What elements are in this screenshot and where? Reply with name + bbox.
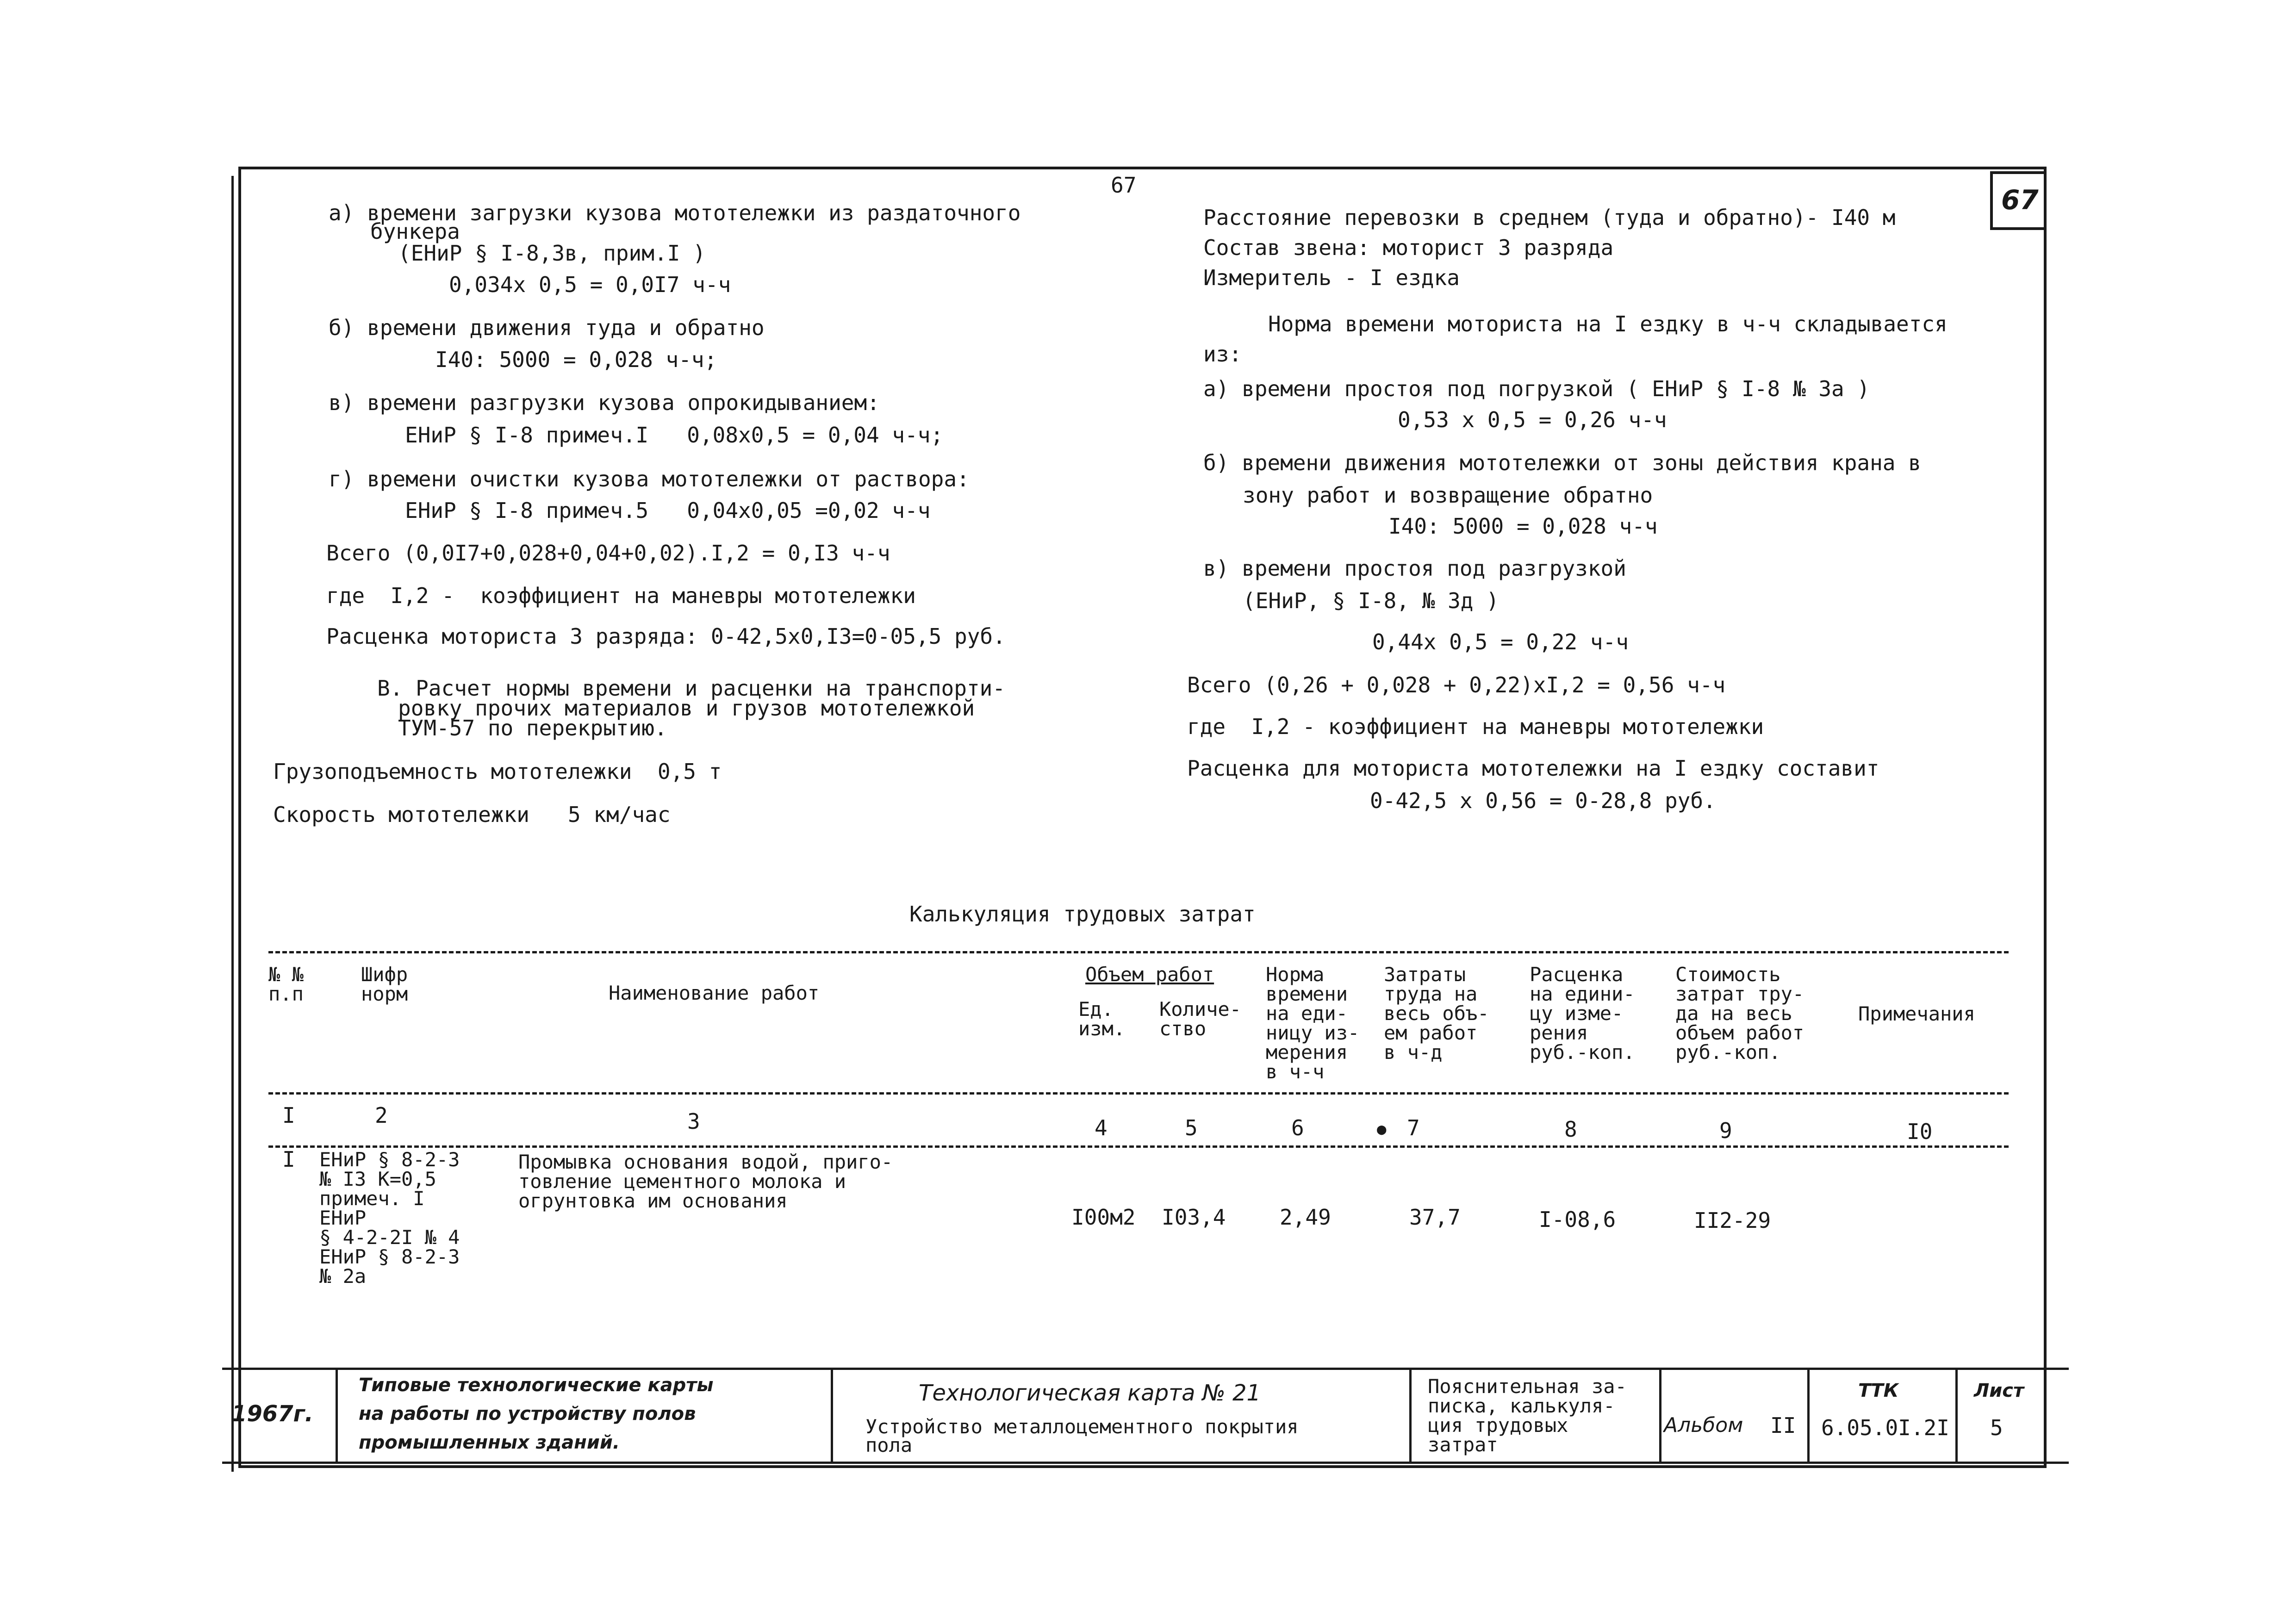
header-cost-4: объем работ bbox=[1675, 1021, 1804, 1044]
header-code-1: Шифр bbox=[361, 963, 408, 986]
colnum-9: 9 bbox=[1719, 1118, 1732, 1143]
capacity: Грузоподъемность мототележки 0,5 т bbox=[273, 759, 722, 784]
header-norm-2: времени bbox=[1266, 983, 1348, 1005]
colnum-6: 6 bbox=[1291, 1115, 1304, 1140]
header-cost-3: да на весь bbox=[1675, 1002, 1792, 1025]
left-a-calc: 0,034х 0,5 = 0,0I7 ч-ч bbox=[449, 272, 731, 297]
stamp-sheet-no: 5 bbox=[1990, 1415, 2003, 1440]
header-unit-2: изм. bbox=[1078, 1017, 1126, 1040]
stamp-div-5 bbox=[1807, 1368, 1810, 1462]
colnum-1: I bbox=[282, 1103, 295, 1128]
stamp-div-1 bbox=[336, 1368, 338, 1462]
colnum-10: I0 bbox=[1907, 1119, 1933, 1144]
header-cost-5: руб.-коп. bbox=[1675, 1041, 1781, 1064]
row-labor: 37,7 bbox=[1409, 1205, 1461, 1230]
speed: Скорость мототележки 5 км/час bbox=[273, 802, 671, 827]
header-notes: Примечания bbox=[1858, 1002, 1975, 1025]
header-labor-5: в ч-д bbox=[1384, 1041, 1443, 1064]
header-norm-4: ницу из- bbox=[1266, 1021, 1360, 1044]
row-name-3: огрунтовка им основания bbox=[518, 1189, 788, 1212]
sheet-mark-box bbox=[1990, 171, 2047, 230]
header-labor-4: ем работ bbox=[1384, 1021, 1478, 1044]
header-unit-1: Ед. bbox=[1078, 998, 1114, 1020]
right-b-line1: б) времени движения мототележки от зоны действия крана в bbox=[1203, 450, 1921, 475]
section-v-line1: В. Расчет нормы времени и расценки на транспорти- bbox=[377, 676, 1006, 701]
right-norm-intro1: Норма времени моториста на I ездку в ч-ч складывается bbox=[1268, 311, 1948, 336]
right-total: Всего (0,26 + 0,028 + 0,22)хI,2 = 0,56 ч-ч bbox=[1187, 672, 1726, 697]
section-v-line3: ТУМ-57 по перекрытию. bbox=[398, 716, 667, 740]
colnum-7: 7 bbox=[1407, 1115, 1420, 1140]
left-total: Всего (0,0I7+0,028+0,04+0,02).I,2 = 0,I3 ч-ч bbox=[326, 541, 890, 566]
right-v-line1: в) времени простоя под разгрузкой bbox=[1203, 556, 1626, 581]
row-name-2: товление цементного молока и bbox=[518, 1170, 846, 1193]
header-qty-2: ство bbox=[1159, 1017, 1207, 1040]
stamp-year: 1967г. bbox=[231, 1401, 313, 1427]
left-v-calc: ЕНиР § I-8 примеч.I 0,08х0,5 = 0,04 ч-ч; bbox=[405, 423, 944, 448]
header-volume: Объем работ bbox=[1085, 963, 1214, 986]
header-norm-5: мерения bbox=[1266, 1041, 1348, 1064]
header-qty-1: Количе- bbox=[1159, 998, 1242, 1020]
right-a-calc: 0,53 х 0,5 = 0,26 ч-ч bbox=[1398, 407, 1667, 432]
right-where: где I,2 - коэффициент на маневры мототележки bbox=[1187, 714, 1764, 739]
right-b-calc: I40: 5000 = 0,028 ч-ч bbox=[1388, 514, 1658, 539]
left-a-line2: бункера bbox=[370, 219, 460, 244]
row-unit: I00м2 bbox=[1071, 1205, 1136, 1230]
header-norm-6: в ч-ч bbox=[1266, 1060, 1325, 1083]
row-norm: 2,49 bbox=[1280, 1205, 1331, 1230]
table-colnum-rule bbox=[268, 1145, 2009, 1148]
left-g-line1: г) времени очистки кузова мототележки от раствора: bbox=[329, 467, 970, 492]
section-v-line2: ровку прочих материалов и грузов мототележкой bbox=[398, 696, 975, 721]
right-norm-intro2: из: bbox=[1203, 342, 1242, 367]
header-num-2: п.п bbox=[268, 983, 304, 1005]
stamp-card-subject-1: Устройство металлоцементного покрытия bbox=[865, 1415, 1299, 1438]
colnum-3: 3 bbox=[687, 1109, 700, 1134]
header-code-2: норм bbox=[361, 983, 408, 1005]
stamp-doc-type-1: Пояснительная за- bbox=[1428, 1375, 1627, 1398]
left-b-line1: б) времени движения туда и обратно bbox=[329, 315, 765, 340]
header-price-1: Расценка bbox=[1530, 963, 1624, 986]
right-b-line2: зону работ и возвращение обратно bbox=[1243, 483, 1653, 508]
row-price: I-08,6 bbox=[1539, 1207, 1616, 1232]
left-v-line1: в) времени разгрузки кузова опрокидыванием: bbox=[329, 390, 880, 415]
sheet-mark: 67 bbox=[2001, 184, 2039, 216]
stamp-doc-type-3: ция трудовых bbox=[1428, 1414, 1568, 1437]
left-a-line1: а) времени загрузки кузова мототележки из раздаточного bbox=[329, 200, 1021, 225]
stamp-bottom-line bbox=[222, 1462, 2069, 1464]
stamp-card-subject-2: пола bbox=[865, 1434, 913, 1456]
stamp-series-2: на работы по устройству полов bbox=[359, 1403, 696, 1425]
row-code-7: № 2а bbox=[319, 1265, 367, 1288]
header-price-5: руб.-коп. bbox=[1530, 1041, 1635, 1064]
stamp-sheet-label: Лист bbox=[1974, 1380, 2024, 1401]
right-v-ref: (ЕНиР, § I-8, № 3д ) bbox=[1243, 588, 1499, 613]
right-distance: Расстояние перевозки в среднем (туда и обратно)- I40 м bbox=[1203, 205, 1896, 230]
header-norm-1: Норма bbox=[1266, 963, 1325, 986]
table-header-rule bbox=[268, 1092, 2009, 1095]
stamp-div-3 bbox=[1409, 1368, 1412, 1462]
stamp-album-label: Альбом bbox=[1664, 1413, 1743, 1437]
page-number: 67 bbox=[1111, 173, 1137, 198]
row-name-1: Промывка основания водой, приго- bbox=[518, 1151, 893, 1173]
row-code-6: ЕНиР § 8-2-3 bbox=[319, 1245, 460, 1268]
header-price-4: рения bbox=[1530, 1021, 1588, 1044]
stamp-series-1: Типовые технологические карты bbox=[359, 1375, 714, 1396]
header-cost-2: затрат тру- bbox=[1675, 983, 1804, 1005]
right-crew: Состав звена: моторист 3 разряда bbox=[1203, 235, 1614, 260]
stamp-card-title: Технологическая карта № 21 bbox=[919, 1380, 1261, 1406]
row-code-1: ЕНиР § 8-2-3 bbox=[319, 1148, 460, 1171]
colnum-2: 2 bbox=[375, 1103, 388, 1128]
header-norm-3: на еди- bbox=[1266, 1002, 1348, 1025]
stamp-div-2 bbox=[831, 1368, 833, 1462]
colnum-4: 4 bbox=[1095, 1115, 1108, 1140]
row-cost: II2-29 bbox=[1694, 1208, 1771, 1233]
stamp-code: 6.05.0I.2I bbox=[1821, 1415, 1949, 1440]
left-g-calc: ЕНиР § I-8 примеч.5 0,04х0,05 =0,02 ч-ч bbox=[405, 498, 931, 523]
left-a-ref: (ЕНиР § I-8,Зв, прим.I ) bbox=[398, 241, 706, 266]
table-caption: Калькуляция трудовых затрат bbox=[909, 902, 1256, 927]
header-name: Наименование работ bbox=[609, 982, 820, 1004]
right-rate-line2: 0-42,5 х 0,56 = 0-28,8 руб. bbox=[1370, 788, 1716, 813]
stamp-doc-type-2: писка, калькуля- bbox=[1428, 1394, 1615, 1417]
right-rate-line1: Расценка для моториста мототележки на I ездку составит bbox=[1187, 756, 1879, 781]
stamp-doc-type-4: затрат bbox=[1428, 1433, 1498, 1456]
right-a-line1: а) времени простоя под погрузкой ( ЕНиР § I-8 № 3а ) bbox=[1203, 376, 1870, 401]
left-rate: Расценка моториста 3 разряда: 0-42,5х0,I3=0-05,5 руб. bbox=[326, 624, 1006, 649]
row-qty: I03,4 bbox=[1162, 1205, 1226, 1230]
stamp-top-line bbox=[222, 1368, 2069, 1370]
row-code-4: ЕНиР bbox=[319, 1207, 367, 1229]
right-unit: Измеритель - I ездка bbox=[1203, 265, 1460, 290]
stamp-code-label: ТТК bbox=[1858, 1380, 1899, 1401]
row-code-3: примеч. I bbox=[319, 1187, 425, 1210]
row-code-5: § 4-2-2I № 4 bbox=[319, 1226, 460, 1249]
left-b-calc: I40: 5000 = 0,028 ч-ч; bbox=[435, 347, 717, 372]
row-code-2: № I3 К=0,5 bbox=[319, 1168, 436, 1190]
header-num-1: № № bbox=[268, 963, 304, 986]
stamp-series-3: промышленных зданий. bbox=[359, 1432, 620, 1453]
header-cost-1: Стоимость bbox=[1675, 963, 1781, 986]
header-price-2: на едини- bbox=[1530, 983, 1635, 1005]
left-where: где I,2 - коэффициент на маневры мототележки bbox=[326, 583, 916, 608]
stamp-album-no: II bbox=[1770, 1413, 1796, 1438]
left-margin-line bbox=[231, 176, 234, 1472]
right-v-calc: 0,44х 0,5 = 0,22 ч-ч bbox=[1372, 629, 1629, 654]
stamp-div-6 bbox=[1955, 1368, 1958, 1462]
header-labor-3: весь объ- bbox=[1384, 1002, 1489, 1025]
header-labor-2: труда на bbox=[1384, 983, 1478, 1005]
header-price-3: цу изме- bbox=[1530, 1002, 1624, 1025]
header-labor-1: Затраты bbox=[1384, 963, 1466, 986]
colnum-7-bullet: ● bbox=[1377, 1120, 1387, 1139]
colnum-8: 8 bbox=[1564, 1117, 1577, 1142]
stamp-div-4 bbox=[1659, 1368, 1661, 1462]
table-top-rule bbox=[268, 951, 2009, 953]
row-num: I bbox=[282, 1147, 295, 1172]
colnum-5: 5 bbox=[1185, 1115, 1198, 1140]
